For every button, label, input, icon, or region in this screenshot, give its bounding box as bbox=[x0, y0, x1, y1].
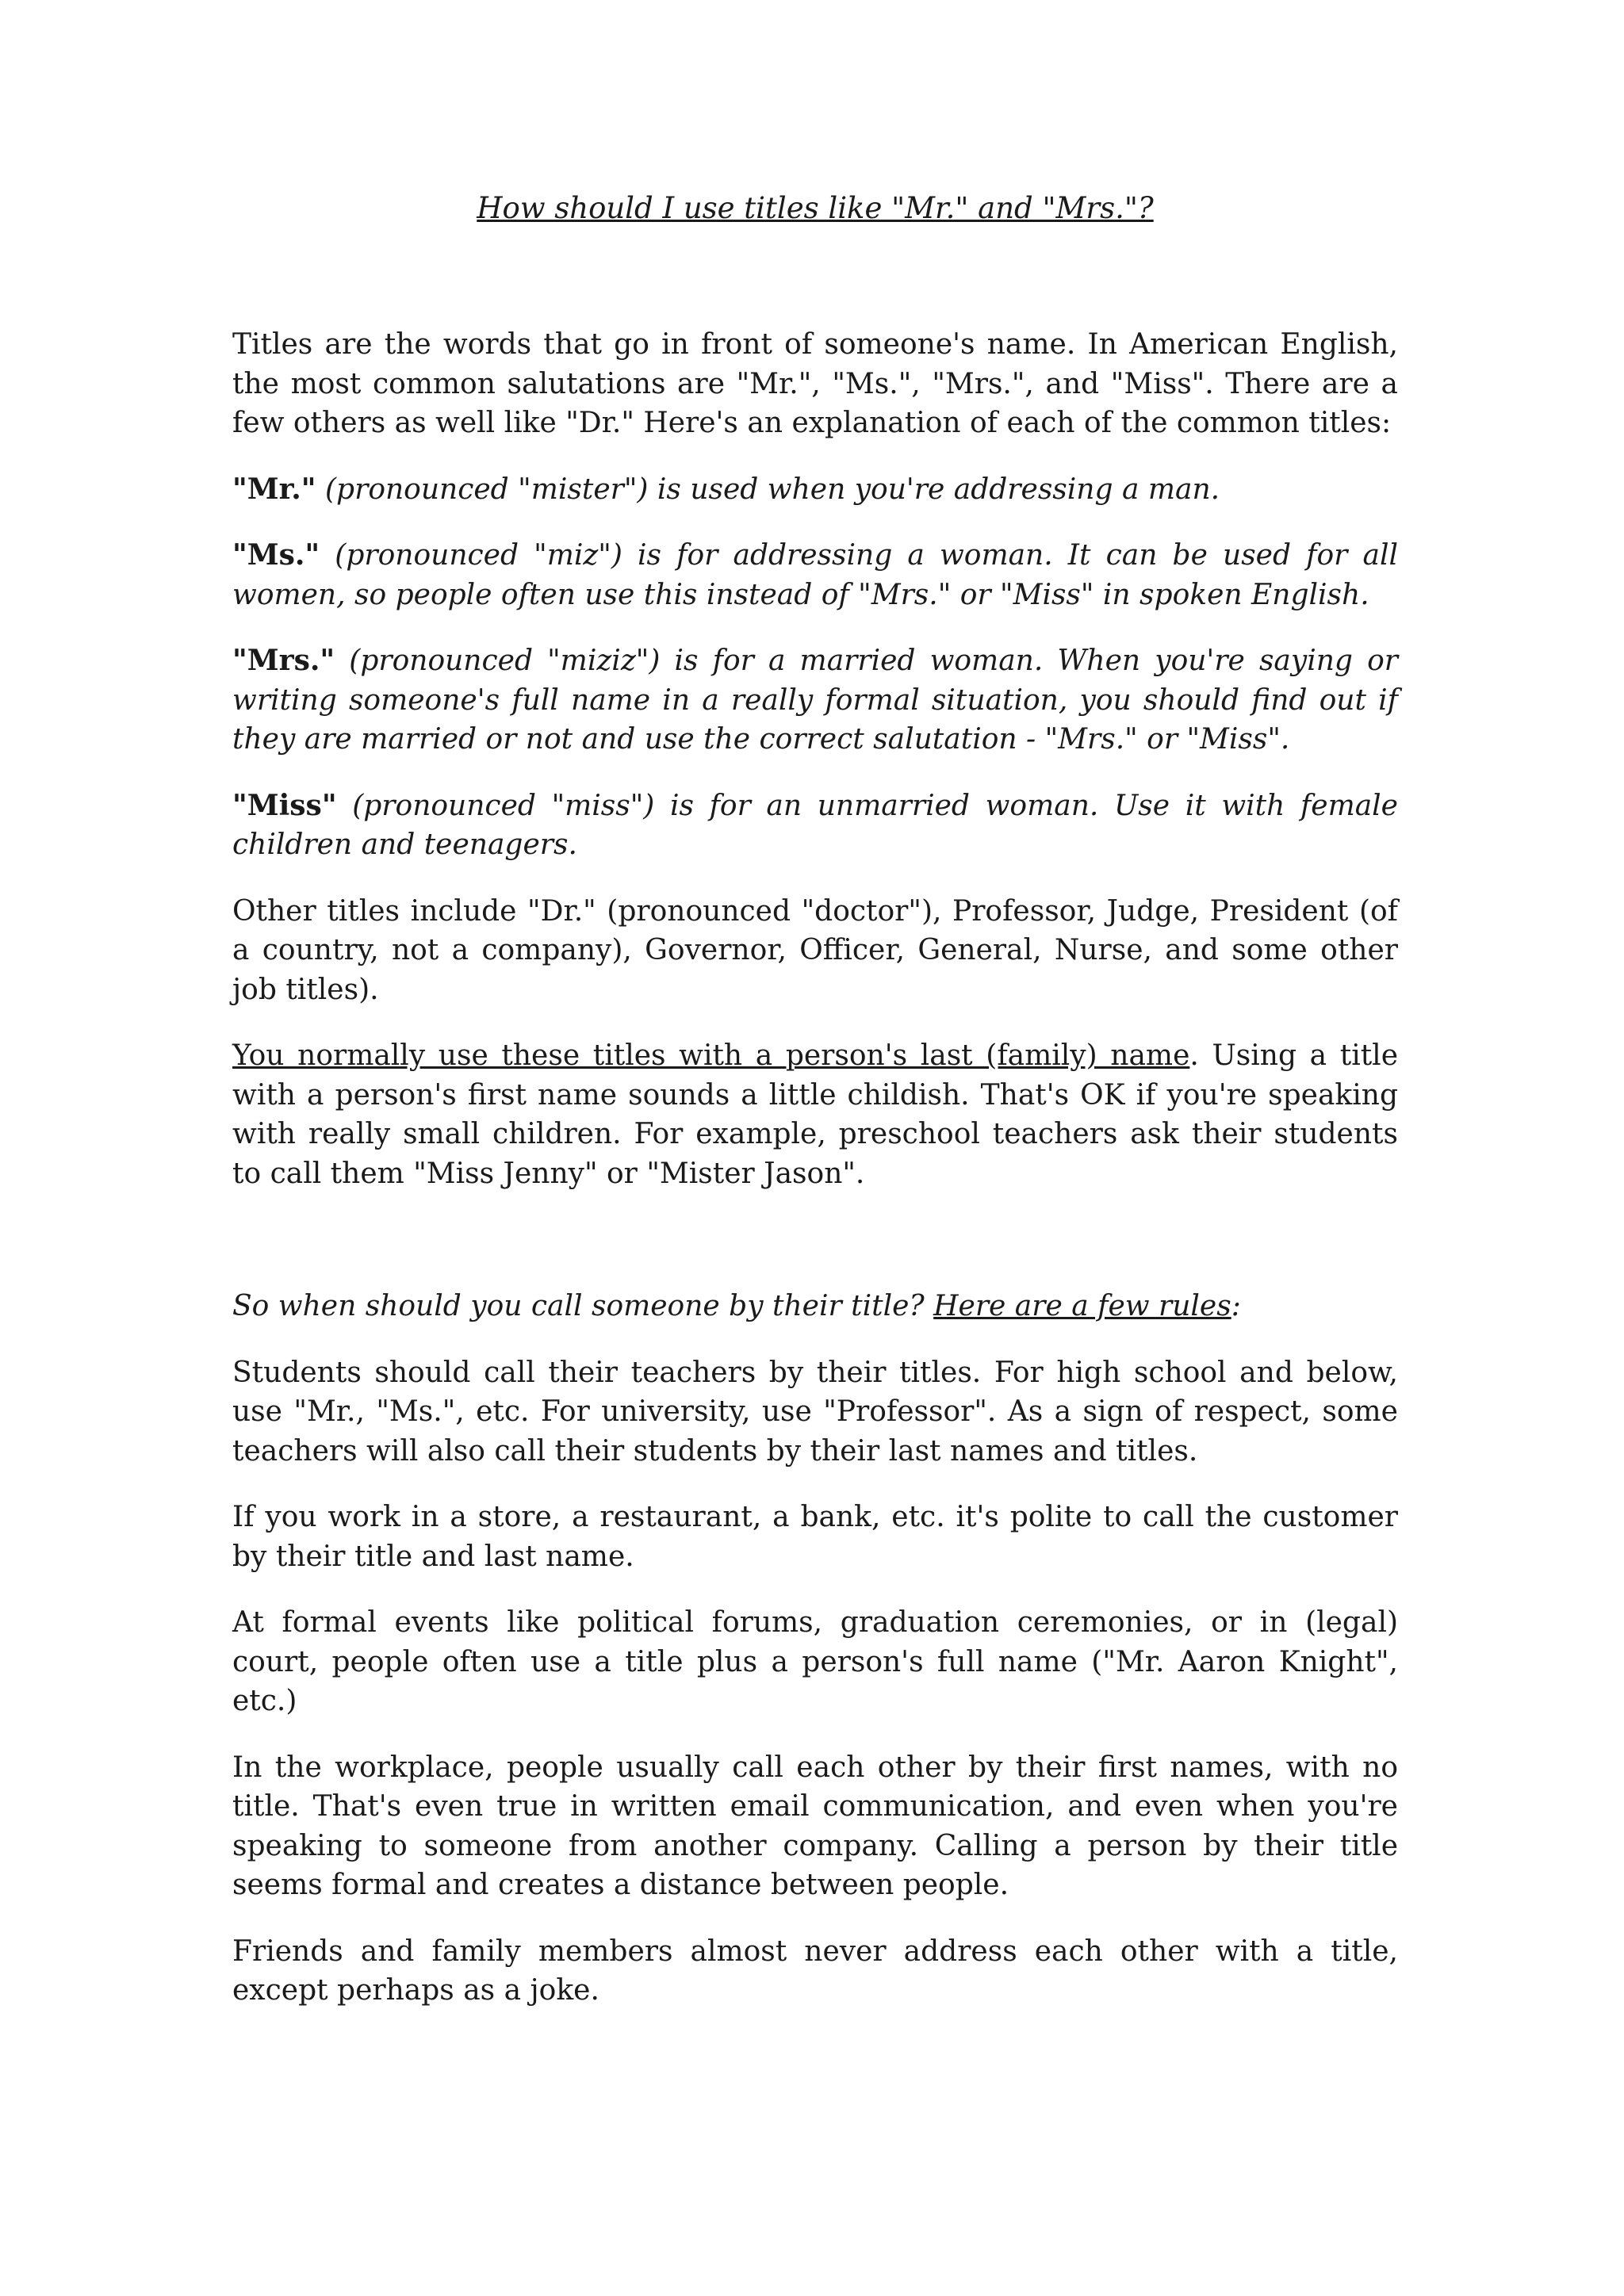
rules-intro-tail: : bbox=[1231, 1290, 1241, 1322]
term-mr: "Mr." bbox=[232, 472, 316, 506]
desc-mr: (pronounced "mister") is used when you're addressing a man. bbox=[325, 473, 1220, 506]
definition-mrs bbox=[232, 641, 1398, 760]
definition-ms bbox=[232, 536, 1398, 614]
rule-formal-events: At formal events like political forums, graduation ceremonies, or in (legal) court, people often use a title plus a person's full name ("Mr. Aaron Knight", etc.) bbox=[232, 1606, 1398, 1717]
rule-store: If you work in a store, a restaurant, a bank, etc. it's polite to call the customer by their title and last name. bbox=[232, 1501, 1398, 1573]
rule-teachers: Students should call their teachers by their titles. For high school and below, use "Mr., "Ms.", etc. For university, use "Professor". As a sign of respect, some teachers will also call their students by their last names and titles. bbox=[232, 1356, 1398, 1468]
term-mrs: "Mrs." bbox=[232, 644, 335, 677]
last-name-underlined: You normally use these titles with a person's last (family) name bbox=[232, 1039, 1190, 1072]
rule-workplace: In the workplace, people usually call each other by their first names, with no title. That's even true in written email communication, and even when you're speaking to someone from another company. Calling a person by their title seems formal and creates a distance between people. bbox=[232, 1751, 1398, 1901]
term-ms: "Ms." bbox=[232, 538, 320, 572]
rules-intro-lead: So when should you call someone by their title? bbox=[232, 1290, 934, 1322]
rules-intro bbox=[232, 1287, 1398, 1326]
intro-paragraph: Titles are the words that go in front of someone's name. In American English, the most common salutations are "Mr.", "Ms.", "Mrs.", and "Miss". There are a few others as well like "Dr." Here's an explanation of each of the common titles: bbox=[232, 328, 1398, 439]
definition-mr bbox=[232, 470, 1398, 510]
term-miss: "Miss" bbox=[232, 788, 337, 822]
desc-ms: (pronounced "miz") is for addressing a woman. It can be used for all women, so people often use this instead of "Mrs." or "Miss" in spoken English. bbox=[232, 539, 1398, 611]
section-spacer bbox=[232, 1220, 1398, 1287]
other-titles-paragraph: Other titles include "Dr." (pronounced "doctor"), Professor, Judge, President (of a country, not a company), Governor, Officer, General, Nurse, and some other job titles). bbox=[232, 894, 1398, 1006]
desc-mrs: (pronounced "miziz") is for a married woman. When you're saying or writing someone's full name in a really formal situation, you should find out if they are married or not and use the correct salutation - "Mrs." or "Miss". bbox=[232, 645, 1398, 756]
last-name-paragraph bbox=[232, 1036, 1398, 1193]
desc-miss: (pronounced "miss") is for an unmarried woman. Use it with female children and teenagers. bbox=[232, 789, 1398, 861]
document-title: How should I use titles like "Mr." and "Mrs."? bbox=[477, 191, 1154, 225]
rule-friends-family: Friends and family members almost never address each other with a title, except perhaps as a joke. bbox=[232, 1934, 1398, 2007]
document-body bbox=[232, 325, 1398, 2038]
last-name-rest: . Using a title with a person's first name sounds a little childish. That's OK if you're speaking with really small children. For example, preschool teachers ask their students to call them "Miss Jenny" or "Mister Jason". bbox=[232, 1039, 1398, 1190]
definition-miss bbox=[232, 786, 1398, 865]
rules-intro-underlined: Here are a few rules bbox=[933, 1290, 1231, 1322]
